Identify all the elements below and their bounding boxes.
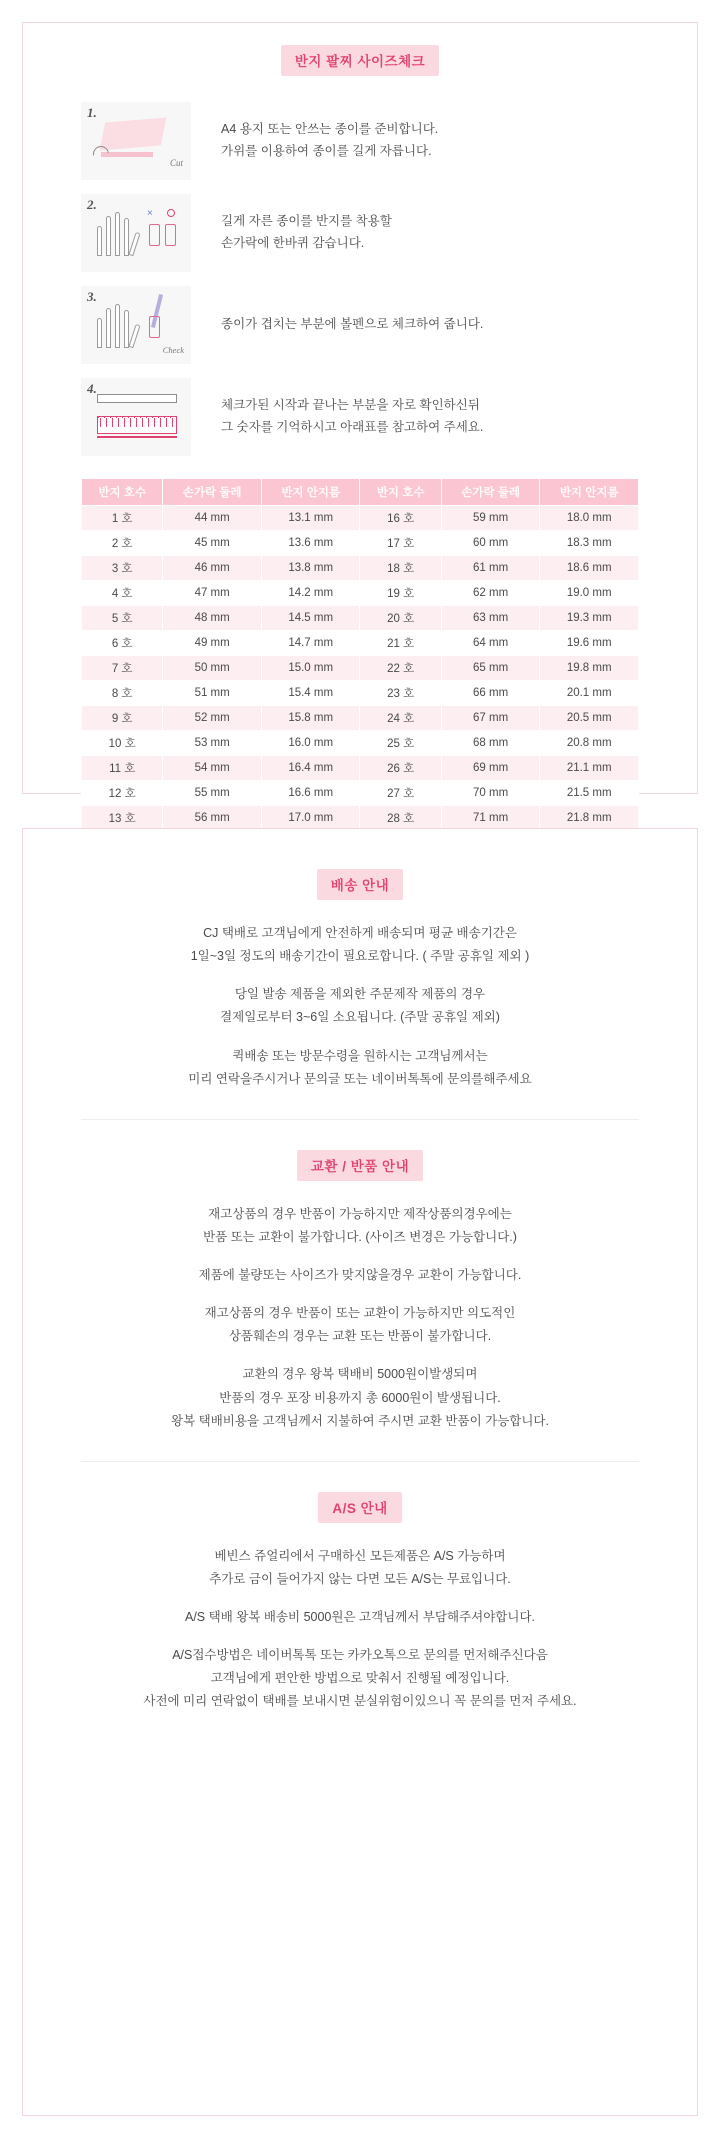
shipping-info-title: 배송 안내 (317, 869, 403, 900)
paper-band-icon (149, 316, 160, 338)
step-4-line-2: 그 숫자를 기억하시고 아래표를 참고하여 주세요. (221, 420, 484, 434)
table-cell: 20.8 mm (540, 731, 639, 756)
table-cell: 19.3 mm (540, 606, 639, 631)
table-cell: 3 호 (82, 556, 163, 581)
paper-band-icon-right (165, 224, 176, 246)
table-header-cell: 손가락 둘레 (441, 479, 540, 506)
table-cell: 61 mm (441, 556, 540, 581)
table-cell: 19.0 mm (540, 581, 639, 606)
shop-info-panel (22, 828, 698, 2116)
text-line: 1일~3일 정도의 배송기간이 필요로합니다. ( 주말 공휴일 제외 ) (190, 949, 530, 964)
size-step-3 (23, 286, 697, 364)
table-header-cell: 반지 호수 (360, 479, 441, 506)
table-cell: 20 호 (360, 606, 441, 631)
step-3-number: 3. (87, 289, 97, 304)
table-cell: 21 호 (360, 631, 441, 656)
table-cell: 15.4 mm (261, 681, 360, 706)
table-cell: 15.0 mm (261, 656, 360, 681)
size-steps-list (23, 102, 697, 456)
paragraph (23, 1644, 697, 1713)
table-cell: 16.0 mm (261, 731, 360, 756)
step-1-number: 1. (87, 105, 97, 120)
table-cell: 19 호 (360, 581, 441, 606)
text-line: 재고상품의 경우 반품이 또는 교환이 가능하지만 의도적인 (204, 1306, 516, 1321)
paper-strip-icon (97, 394, 177, 403)
ruler-icon (97, 416, 177, 434)
table-cell: 16.6 mm (261, 781, 360, 806)
size-guide-panel (22, 22, 698, 825)
table-cell: 21.8 mm (540, 806, 639, 831)
text-line: 제품에 불량또는 사이즈가 맞지않을경우 교환이 가능합니다. (198, 1268, 522, 1282)
table-cell: 25 호 (360, 731, 441, 756)
table-row (82, 656, 639, 681)
step-1-line-1: A4 용지 또는 안쓰는 종이를 준비합니다. (221, 122, 439, 137)
table-header-row (82, 479, 639, 506)
table-cell: 65 mm (441, 656, 540, 681)
step-4-number: 4. (87, 381, 97, 396)
table-cell: 24 호 (360, 706, 441, 731)
table-header-cell: 반지 호수 (82, 479, 163, 506)
table-row (82, 806, 639, 831)
table-cell: 19.6 mm (540, 631, 639, 656)
step-3-illustration (81, 286, 191, 364)
table-cell: 52 mm (163, 706, 262, 731)
step-2-number: 2. (87, 197, 97, 212)
paragraph (23, 1264, 697, 1287)
shipping-info-text (23, 922, 697, 1091)
table-cell: 54 mm (163, 756, 262, 781)
exchange-return-info-text (23, 1203, 697, 1433)
paragraph (23, 1545, 697, 1591)
table-row (82, 606, 639, 631)
table-cell: 14.5 mm (261, 606, 360, 631)
table-cell: 10 호 (82, 731, 163, 756)
table-header-cell: 손가락 둘레 (163, 479, 262, 506)
x-mark-icon: × (147, 208, 153, 219)
table-cell: 20.5 mm (540, 706, 639, 731)
table-cell: 4 호 (82, 581, 163, 606)
table-cell: 17 호 (360, 531, 441, 556)
table-cell: 56 mm (163, 806, 262, 831)
table-row (82, 681, 639, 706)
step-4-illustration (81, 378, 191, 456)
table-cell: 9 호 (82, 706, 163, 731)
table-cell: 8 호 (82, 681, 163, 706)
table-cell: 64 mm (441, 631, 540, 656)
table-cell: 18.6 mm (540, 556, 639, 581)
size-step-2 (23, 194, 697, 272)
table-cell: 20.1 mm (540, 681, 639, 706)
table-cell: 66 mm (441, 681, 540, 706)
table-cell: 44 mm (163, 506, 262, 531)
text-line: 반품의 경우 포장 비용까지 총 6000원이 발생됩니다. (219, 1390, 501, 1405)
section-divider (81, 1119, 639, 1120)
table-cell: 12 호 (82, 781, 163, 806)
table-cell: 60 mm (441, 531, 540, 556)
paragraph (23, 1363, 697, 1432)
ring-size-table (81, 478, 639, 881)
text-line: 교환의 경우 왕복 택배비 5000원이발생되며 (242, 1367, 478, 1382)
table-cell: 63 mm (441, 606, 540, 631)
table-body (82, 506, 639, 881)
step-2-line-2: 손가락에 한바퀴 감습니다. (221, 236, 365, 250)
as-info-title: A/S 안내 (318, 1492, 401, 1523)
table-cell: 6 호 (82, 631, 163, 656)
table-header-cell: 반지 안지름 (261, 479, 360, 506)
text-line: 미리 연락을주시거나 문의글 또는 네이버톡톡에 문의를해주세요 (188, 1071, 532, 1086)
table-cell: 18 호 (360, 556, 441, 581)
table-cell: 28 호 (360, 806, 441, 831)
text-line: 결제일로부터 3~6일 소요됩니다. (주말 공휴일 제외) (220, 1010, 500, 1025)
table-row (82, 556, 639, 581)
paper-band-icon-left (149, 224, 160, 246)
table-cell: 14.2 mm (261, 581, 360, 606)
table-cell: 70 mm (441, 781, 540, 806)
table-row (82, 531, 639, 556)
paragraph (23, 1045, 697, 1091)
text-line: CJ 택배로 고객님에게 안전하게 배송되며 평균 배송기간은 (203, 926, 517, 940)
table-cell: 22 호 (360, 656, 441, 681)
step-1-line-2: 가위를 이용하여 종이를 길게 자릅니다. (221, 144, 432, 158)
as-info-block (23, 1492, 697, 1714)
table-cell: 46 mm (163, 556, 262, 581)
paragraph (23, 983, 697, 1029)
size-step-1 (23, 102, 697, 180)
table-cell: 18.3 mm (540, 531, 639, 556)
table-row (82, 506, 639, 531)
paper-icon (100, 117, 167, 150)
table-header-cell: 반지 안지름 (540, 479, 639, 506)
table-cell: 13.6 mm (261, 531, 360, 556)
step-2-illustration (81, 194, 191, 272)
table-cell: 19.8 mm (540, 656, 639, 681)
table-cell: 59 mm (441, 506, 540, 531)
text-line: A/S접수방법은 네이버톡톡 또는 카카오톡으로 문의를 먼저해주신다음 (172, 1648, 548, 1663)
table-cell: 21.1 mm (540, 756, 639, 781)
table-cell: 50 mm (163, 656, 262, 681)
table-cell: 68 mm (441, 731, 540, 756)
text-line: 퀵배송 또는 방문수령을 원하시는 고객님께서는 (232, 1048, 488, 1063)
paragraph (23, 1203, 697, 1249)
text-line: 고객님에게 편안한 방법으로 맞춰서 진행될 예정입니다. (210, 1671, 510, 1686)
text-line: A/S 택배 왕복 배송비 5000원은 고객님께서 부담해주셔야합니다. (185, 1610, 535, 1624)
cut-label: Cut (169, 158, 183, 168)
check-label: Check (162, 345, 184, 355)
table-cell: 15.8 mm (261, 706, 360, 731)
table-cell: 11 호 (82, 756, 163, 781)
table-cell: 51 mm (163, 681, 262, 706)
step-3-line-1: 종이가 겹치는 부분에 볼펜으로 체크하여 줍니다. (221, 317, 484, 332)
table-cell: 49 mm (163, 631, 262, 656)
table-cell: 13.1 mm (261, 506, 360, 531)
table-cell: 48 mm (163, 606, 262, 631)
table-cell: 62 mm (441, 581, 540, 606)
table-cell: 71 mm (441, 806, 540, 831)
step-4-text (221, 395, 483, 439)
text-line: 당일 발송 제품을 제외한 주문제작 제품의 경우 (234, 987, 486, 1002)
table-cell: 67 mm (441, 706, 540, 731)
text-line: 반품 또는 교환이 불가합니다. (사이즈 변경은 가능합니다.) (203, 1229, 517, 1244)
table-row (82, 581, 639, 606)
table-cell: 45 mm (163, 531, 262, 556)
step-1-illustration (81, 102, 191, 180)
table-cell: 18.0 mm (540, 506, 639, 531)
exchange-return-info-block (23, 1150, 697, 1433)
text-line: 사전에 미리 연락없이 택배를 보내시면 분실위험이있으니 꼭 문의를 먼저 주세요. (143, 1694, 577, 1709)
table-cell: 17.0 mm (261, 806, 360, 831)
paragraph (23, 1302, 697, 1348)
shipping-info-block (23, 869, 697, 1091)
table-cell: 5 호 (82, 606, 163, 631)
step-1-text (221, 119, 438, 163)
table-cell: 55 mm (163, 781, 262, 806)
table-cell: 26 호 (360, 756, 441, 781)
ruler-baseline-icon (97, 436, 177, 438)
table-row (82, 756, 639, 781)
step-3-text (221, 314, 483, 336)
table-cell: 16 호 (360, 506, 441, 531)
step-4-line-1: 체크가된 시작과 끝나는 부분을 자로 확인하신뒤 (221, 398, 480, 413)
table-cell: 47 mm (163, 581, 262, 606)
paragraph (23, 922, 697, 968)
hand-icon (95, 206, 141, 262)
paragraph (23, 1606, 697, 1629)
table-row (82, 781, 639, 806)
table-cell: 13 호 (82, 806, 163, 831)
table-row (82, 706, 639, 731)
step-2-text (221, 211, 392, 255)
table-row (82, 631, 639, 656)
hand-icon (95, 298, 141, 354)
table-cell: 13.8 mm (261, 556, 360, 581)
o-mark-icon (167, 209, 175, 217)
table-cell: 1 호 (82, 506, 163, 531)
table-cell: 16.4 mm (261, 756, 360, 781)
table-cell: 7 호 (82, 656, 163, 681)
size-step-4 (23, 378, 697, 456)
as-info-text (23, 1545, 697, 1714)
text-line: 추가로 금이 들어가지 않는 다면 모든 A/S는 무료입니다. (209, 1571, 511, 1586)
table-cell: 69 mm (441, 756, 540, 781)
table-cell: 2 호 (82, 531, 163, 556)
table-cell: 27 호 (360, 781, 441, 806)
text-line: 왕복 택배비용을 고객님께서 지불하여 주시면 교환 반품이 가능합니다. (171, 1413, 549, 1428)
section-divider (81, 1461, 639, 1462)
size-guide-title: 반지 팔찌 사이즈체크 (281, 45, 439, 76)
text-line: 베빈스 쥬얼리에서 구매하신 모든제품은 A/S 가능하며 (214, 1548, 506, 1563)
text-line: 상품훼손의 경우는 교환 또는 반품이 불가합니다. (228, 1329, 492, 1344)
table-row (82, 731, 639, 756)
table-cell: 21.5 mm (540, 781, 639, 806)
table-cell: 53 mm (163, 731, 262, 756)
table-cell: 23 호 (360, 681, 441, 706)
table-cell: 14.7 mm (261, 631, 360, 656)
ring-size-table-wrap (81, 478, 639, 881)
text-line: 재고상품의 경우 반품이 가능하지만 제작상품의경우에는 (208, 1206, 512, 1221)
step-2-line-1: 길게 자른 종이를 반지를 착용할 (221, 214, 392, 229)
exchange-return-info-title: 교환 / 반품 안내 (297, 1150, 423, 1181)
